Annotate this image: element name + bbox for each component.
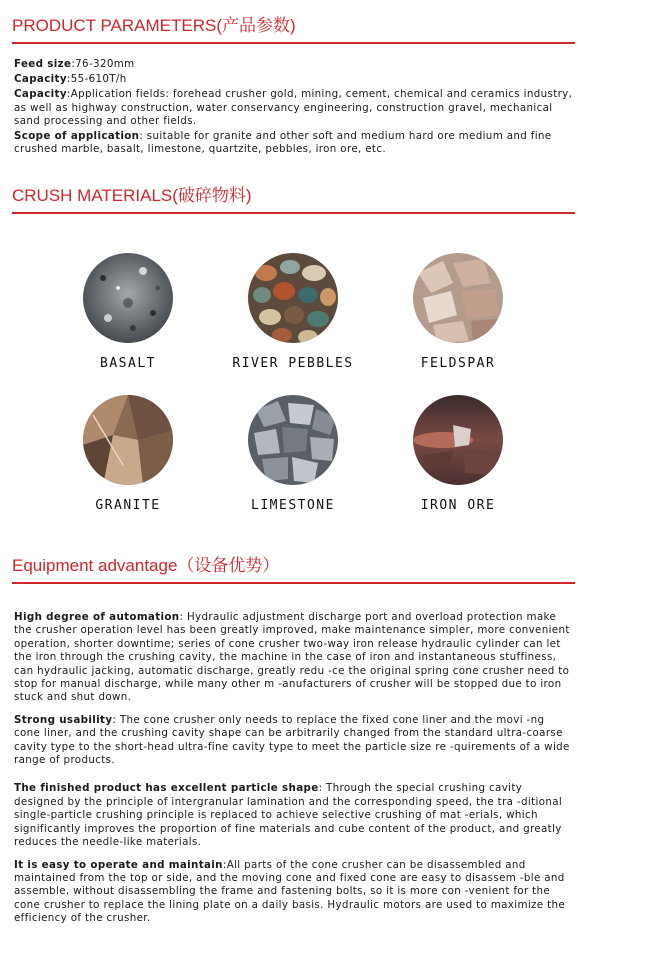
granite-image bbox=[83, 395, 173, 485]
river-pebbles-label: RIVER PEBBLES bbox=[232, 356, 354, 371]
material-river-pebbles bbox=[218, 253, 368, 371]
river-pebbles-image bbox=[248, 253, 338, 343]
material-feldspar bbox=[383, 253, 533, 371]
feldspar-image bbox=[413, 253, 503, 343]
iron-ore-image bbox=[413, 395, 503, 485]
basalt-image bbox=[83, 253, 173, 343]
product-parameters-title: PRODUCT PARAMETERS(产品参数) bbox=[12, 15, 575, 44]
basalt-label: BASALT bbox=[100, 356, 156, 371]
parameters-list bbox=[14, 58, 574, 158]
param-application-fields: Capacity:Application fields: forehead crusher gold, mining, cement, chemical and ceramics industry, as well as highway construction, water conservancy engineering, construction gravel, mechanical sand processing and other fields. bbox=[14, 88, 573, 127]
crush-materials-title: CRUSH MATERIALS(破碎物料) bbox=[12, 185, 575, 214]
material-granite bbox=[53, 395, 203, 513]
advantage-maintenance: It is easy to operate and maintain:All parts of the cone crusher can be disassembled and maintained from the top or side, and the moving cone and fixed cone are easy to disassem -ble and assemble, without disassembling the frame and fastening bolts, so it is more con -venient for the cone crusher to replace the lining plate on a daily basis. Hydraulic motors are used to maximize the efficiency of the crusher. bbox=[14, 858, 566, 925]
param-scope: Scope of application: suitable for granite and other soft and medium hard ore medium and fine crushed marble, basalt, limestone, quartzite, pebbles, iron ore, etc. bbox=[14, 130, 552, 156]
material-basalt bbox=[53, 253, 203, 371]
material-iron-ore bbox=[383, 395, 533, 513]
granite-label: GRANITE bbox=[95, 498, 161, 513]
equipment-advantage-title: Equipment advantage（设备优势） bbox=[12, 555, 575, 584]
feldspar-label: FELDSPAR bbox=[420, 356, 496, 371]
advantage-usability: Strong usability: The cone crusher only needs to replace the fixed cone liner and the movi -ng cone liner, and the crushing cavity shape can be arbitrarily changed from the standard ultra-coarse cavity type to the short-head ultra-fine cavity type to meet the particle size re -quirements of a wide range of products. bbox=[14, 713, 570, 767]
param-capacity: Capacity:55-610T/h bbox=[14, 73, 127, 86]
limestone-label: LIMESTONE bbox=[251, 498, 335, 513]
advantage-particle-shape: The finished product has excellent particle shape: Through the special crushing cavity designed by the principle of intergranular lamination and the corresponding speed, the tra -ditional single-particle crushing principle is replaced to achieve selective crushing of mat -erials, which significantly improves the proportion of fine materials and cube content of the product, and greatly reduces the needle-like materials. bbox=[14, 782, 563, 849]
advantage-list bbox=[14, 611, 574, 935]
advantage-automation: High degree of automation: Hydraulic adjustment discharge port and overload protection make the crusher operation level has been greatly improved, make maintenance simpler, more convenient operation, shorter downtime; series of cone crusher two-way iron release hydraulic cylinder can let the iron through the crushing cavity, the machine in the case of iron and instantaneous stuffiness, can hydraulic jacking, automatic discharge, greatly redu -ce the original spring cone crusher need to stop for manual discharge, while many other m -anufacturers of crusher will be stopped due to iron stuck and shut down. bbox=[14, 611, 570, 704]
material-limestone bbox=[218, 395, 368, 513]
limestone-image bbox=[248, 395, 338, 485]
iron-ore-label: IRON ORE bbox=[420, 498, 496, 513]
param-feed-size: Feed size:76-320mm bbox=[14, 58, 135, 70]
